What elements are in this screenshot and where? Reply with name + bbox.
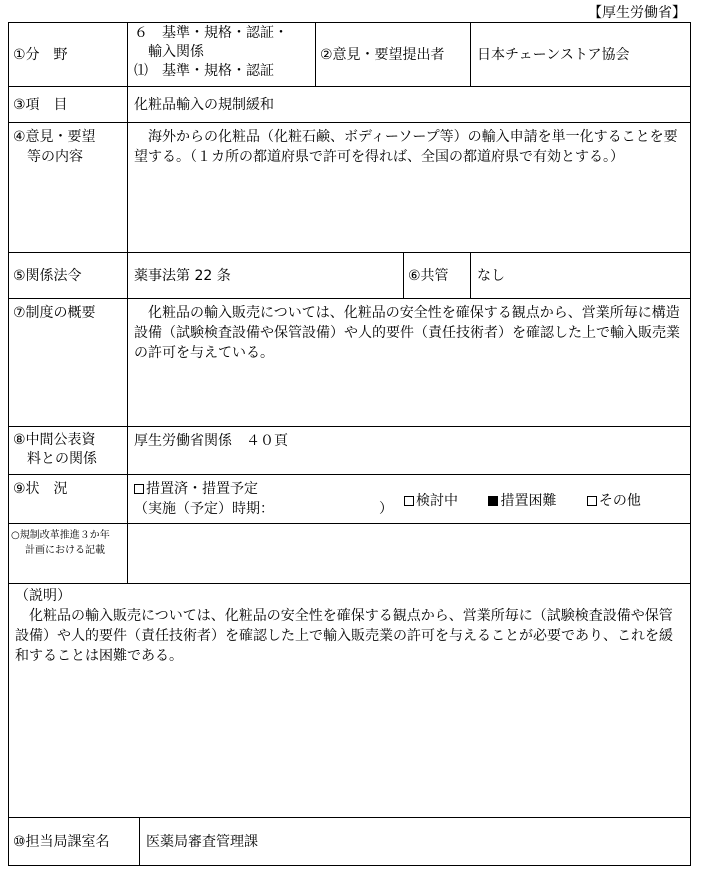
row-request — [9, 123, 691, 253]
request-label-line2: 等の内容 — [27, 149, 83, 165]
status-options-right — [404, 491, 641, 511]
interim-label-line1: ⑧中間公表資 — [13, 432, 96, 448]
request-label — [9, 123, 128, 253]
interim-value: 厚生労働省関係 ４０頁 — [128, 427, 691, 475]
plan-label-line1: ○規制改革推進３か年 — [11, 530, 110, 541]
row-field — [9, 23, 691, 87]
row-status — [9, 475, 691, 524]
law-label: ⑤関係法令 — [9, 253, 128, 299]
office-value: 医薬局審査管理課 — [140, 818, 691, 866]
field-line2: 輸入関係 — [148, 44, 204, 60]
jurisdiction-value: なし — [471, 253, 691, 299]
plan-value — [128, 524, 691, 584]
checkbox-empty-icon — [404, 496, 414, 506]
status-label: ⑨状 況 — [9, 475, 128, 524]
row-interim — [9, 427, 691, 475]
jurisdiction-label: ⑥共管 — [404, 253, 471, 299]
row-item — [9, 87, 691, 123]
plan-label — [9, 524, 128, 584]
submitter-value: 日本チェーンストア協会 — [471, 23, 691, 87]
interim-label — [9, 427, 128, 475]
row-plan — [9, 524, 691, 584]
submitter-label: ②意見・要望提出者 — [316, 23, 471, 87]
field-line1: ６ 基準・規格・認証・ — [134, 25, 288, 41]
request-label-line1: ④意見・要望 — [13, 129, 96, 145]
item-label: ③項 目 — [9, 87, 128, 123]
overview-text: 化粧品の輸入販売については、化粧品の安全性を確保する観点から、営業所毎に構造設備（試験検査設備や保管設備）や人的要件（責任技術者）を確認した上で輸入販売業の許可を与えている。 — [128, 299, 691, 427]
status-option-under-review: 検討中 — [404, 491, 458, 511]
checkbox-empty-icon — [587, 496, 597, 506]
field-label: ①分 野 — [9, 23, 128, 87]
request-text: 海外からの化粧品（化粧石鹸、ボディーソープ等）の輸入申請を単一化することを要望する。（１カ所の都道府県で許可を得れば、全国の都道府県で有効とする。） — [128, 123, 691, 253]
overview-label: ⑦制度の概要 — [9, 299, 128, 427]
item-value: 化粧品輸入の規制緩和 — [128, 87, 691, 123]
status-value — [128, 475, 691, 524]
explanation-cell — [9, 584, 691, 818]
explanation-text: 化粧品の輸入販売については、化粧品の安全性を確保する観点から、営業所毎に（試験検査設備や保管設備）や人的要件（責任技術者）を確認した上で輸入販売業の許可を与えることが必要であり、これを緩和することは困難である。 — [15, 608, 673, 664]
field-line3: ⑴ 基準・規格・認証 — [134, 63, 274, 79]
checkbox-empty-icon — [134, 484, 144, 494]
ministry-header: 【厚生労働省】 — [588, 5, 686, 21]
status-option-other: その他 — [587, 491, 641, 511]
field-value — [128, 23, 316, 87]
status-option-implemented: 措置済・措置予定 — [134, 479, 684, 499]
status-option-implemented-period: （実施（予定）時期： ） — [134, 501, 393, 517]
plan-label-line2: 計画における記載 — [25, 545, 105, 556]
explanation-heading: （説明） — [15, 588, 71, 604]
status-option-difficult: 措置困難 — [488, 491, 556, 511]
office-label: ⑩担当局課室名 — [9, 818, 140, 866]
row-law — [9, 253, 691, 299]
law-value: 薬事法第 22 条 — [128, 253, 404, 299]
interim-label-line2: 料との関係 — [27, 451, 97, 467]
row-office — [9, 818, 691, 866]
row-explanation — [9, 584, 691, 818]
checkbox-filled-icon — [488, 496, 498, 506]
row-overview — [9, 299, 691, 427]
request-form-table — [8, 22, 691, 866]
